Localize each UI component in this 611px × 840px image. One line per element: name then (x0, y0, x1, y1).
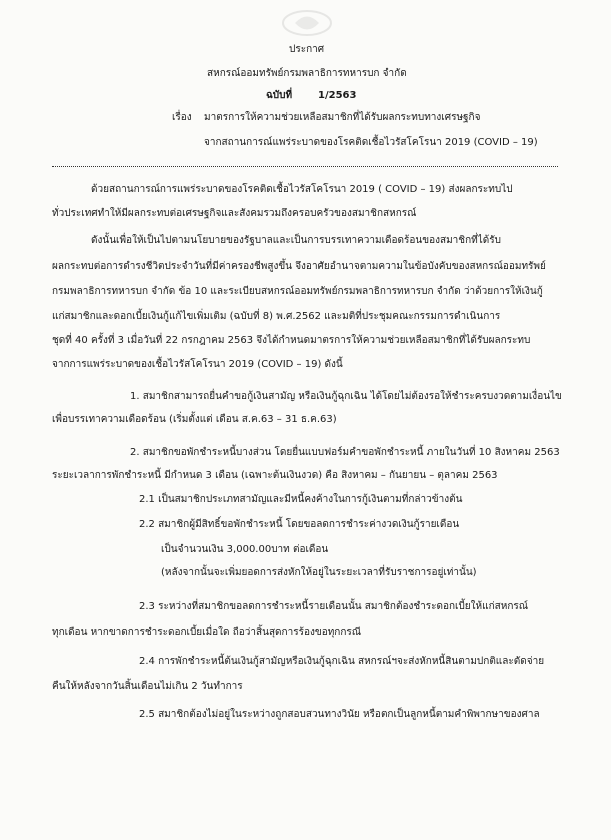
para1-line2: ทั่วประเทศทำให้มีผลกระทบต่อเศรษฐกิจและสังคมรวมถึงครอบครัวของสมาชิกสหกรณ์ (52, 208, 417, 219)
item2-2-amount: เป็นจำนวนเงิน 3,000.00บาท ต่อเดือน (161, 544, 329, 555)
item2-line1: 2. สมาชิกขอพักชำระหนี้บางส่วน โดยยื่นแบบฟอร์มคำขอพักชำระหนี้ ภายในวันที่ 10 สิงหาคม 2563 (130, 447, 560, 458)
para2-line1: ดังนั้นเพื่อให้เป็นไปตามนโยบายของรัฐบาลและเป็นการบรรเทาความเดือดร้อนของสมาชิกที่ได้รับ (91, 235, 501, 246)
item2-3-line1: 2.3 ระหว่างที่สมาชิกขอลดการชำระหนี้รายเดือนนั้น สมาชิกต้องชำระดอกเบี้ยให้แก่สหกรณ์ (139, 601, 529, 612)
para2-line6: จากการแพร่ระบาดของเชื้อไวรัสโคโรนา 2019 (COVID – 19) ดังนี้ (52, 359, 343, 370)
org-name: สหกรณ์ออมทรัพย์กรมพลาธิการทหารบก จำกัด (207, 68, 407, 79)
announcement-title: ประกาศ (289, 44, 325, 55)
item2-line2: ระยะเวลาการพักชำระหนี้ มีกำหนด 3 เดือน (เฉพาะต้นเงินงวด) คือ สิงหาคม – กันยายน – ตุลาคม 2563 (52, 470, 498, 481)
item1-line2: เพื่อบรรเทาความเดือดร้อน (เริ่มตั้งแต่ เดือน ส.ค.63 – 31 ธ.ค.63) (52, 414, 337, 425)
item2-3-line2: ทุกเดือน หากขาดการชำระดอกเบี้ยเมื่อใด ถือว่าสิ้นสุดการร้องขอทุกกรณี (52, 627, 362, 638)
subject-line-1: มาตรการให้ความช่วยเหลือสมาชิกที่ได้รับผลกระทบทางเศรษฐกิจ (204, 112, 481, 123)
issue-number: 1/2563 (318, 90, 357, 101)
para2-line3: กรมพลาธิการทหารบก จำกัด ข้อ 10 และระเบียบสหกรณ์ออมทรัพย์กรมพลาธิการทหารบก จำกัด ว่าด้วยการให้เงินกู้ (52, 286, 543, 297)
item1-line1: 1. สมาชิกสามารถยื่นคำขอกู้เงินสามัญ หรือเงินกู้ฉุกเฉิน ได้โดยไม่ต้องรอให้ชำระครบงวดตามเงื่อนไข (130, 391, 562, 402)
item2-5: 2.5 สมาชิกต้องไม่อยู่ในระหว่างถูกสอบสวนทางวินัย หรือตกเป็นลูกหนี้ตามคำพิพากษาของศาล (139, 709, 540, 720)
para2-line5: ชุดที่ 40 ครั้งที่ 3 เมื่อวันที่ 22 กรกฎาคม 2563 จึงได้กำหนดมาตรการให้ความช่วยเหลือสมาชิกที่ได้รับผลกระทบ (52, 335, 531, 346)
item2-4-line1: 2.4 การพักชำระหนี้ต้นเงินกู้สามัญหรือเงินกู้ฉุกเฉิน สหกรณ์ฯจะส่งหักหนี้สินตามปกติและตัดจ่าย (139, 656, 545, 667)
subject-label: เรื่อง (172, 112, 192, 123)
item2-2: 2.2 สมาชิกผู้มีสิทธิ์ขอพักชำระหนี้ โดยขอลดการชำระค่างวดเงินกู้รายเดือน (139, 519, 460, 530)
para2-line4: แก่สมาชิกและดอกเบี้ยเงินกู้แก้ไขเพิ่มเติม (ฉบับที่ 8) พ.ศ.2562 และมติที่ประชุมคณะกรรมการดำเนินการ (52, 311, 501, 322)
item2-2-note: (หลังจากนั้นจะเพิ่มยอดการส่งหักให้อยู่ในระยะเวลาที่รับราชการอยู่เท่านั้น) (161, 567, 477, 578)
item2-4-line2: คืนให้หลังจากวันสิ้นเดือนไม่เกิน 2 วันทำการ (52, 681, 243, 692)
subject-line-2: จากสถานการณ์แพร่ระบาดของโรคติดเชื้อไวรัสโคโรนา 2019 (COVID – 19) (204, 137, 538, 148)
header-divider (52, 166, 558, 167)
crest-emblem-icon (277, 8, 337, 38)
item2-1: 2.1 เป็นสมาชิกประเภทสามัญและมีหนี้คงค้างในการกู้เงินตามที่กล่าวข้างต้น (139, 494, 463, 505)
issue-label: ฉบับที่ (266, 90, 293, 101)
para1-line1: ด้วยสถานการณ์การแพร่ระบาดของโรคติดเชื้อไวรัสโคโรนา 2019 ( COVID – 19) ส่งผลกระทบไป (91, 184, 513, 195)
para2-line2: ผลกระทบต่อการดำรงชีวิตประจำวันที่มีค่าครองชีพสูงขึ้น จึงอาศัยอำนาจตามความในข้อบังคับของสหกรณ์ออมทรัพย์ (52, 261, 546, 272)
